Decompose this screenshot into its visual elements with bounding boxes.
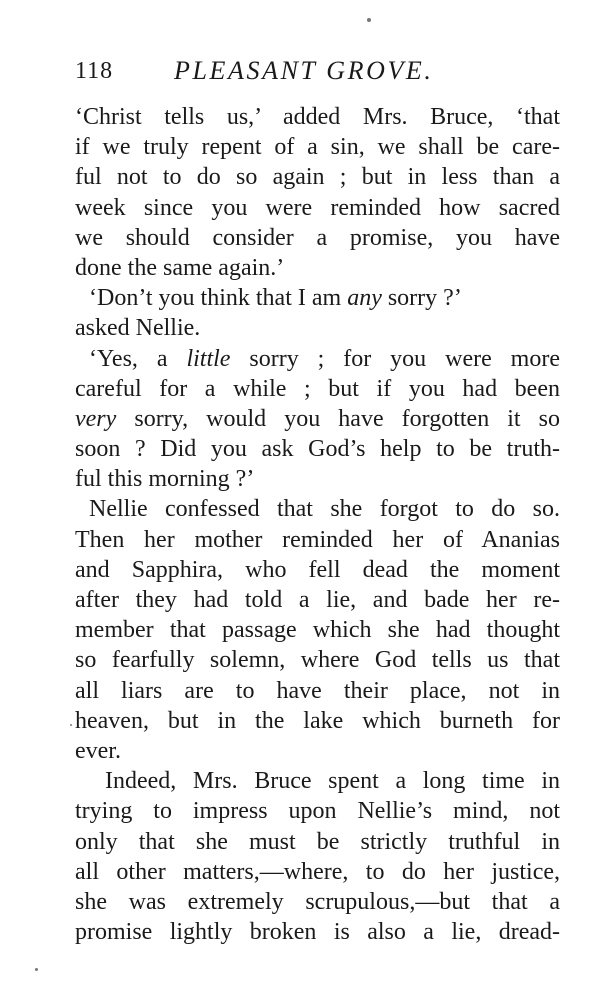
text-line: all liars are to have their place, not in bbox=[75, 677, 560, 704]
text-line bbox=[75, 283, 560, 313]
text-line: Indeed, Mrs. Bruce spent a long time in bbox=[105, 768, 560, 795]
text-line bbox=[75, 344, 560, 374]
emphasis: very bbox=[75, 405, 117, 432]
line-segment: ‘Yes, a bbox=[89, 345, 187, 372]
line-segment: sorry ; for you were more bbox=[230, 345, 560, 372]
text-line: done the same again.’ bbox=[75, 254, 285, 281]
text-line: member that passage which she had thought bbox=[75, 617, 560, 644]
emphasis: any bbox=[347, 285, 382, 312]
text-line: after they had told a lie, and bade her re- bbox=[75, 587, 560, 613]
running-title: PLEASANT GROVE. bbox=[174, 56, 434, 85]
text-line: Nellie confessed that she forgot to do so. bbox=[89, 496, 560, 523]
text-line: asked Nellie. bbox=[75, 315, 201, 342]
print-speck bbox=[70, 724, 72, 726]
print-speck bbox=[35, 968, 38, 971]
text-line: ‘Christ tells us,’ added Mrs. Bruce, ‘that bbox=[75, 104, 560, 130]
print-speck bbox=[367, 18, 371, 22]
text-line: all other matters,—where, to do her justice, bbox=[75, 858, 560, 885]
text-line: only that she must be strictly truthful in bbox=[75, 828, 560, 855]
text-line: we should consider a promise, you have bbox=[75, 224, 560, 251]
text-line: she was extremely scrupulous,—but that a bbox=[75, 888, 560, 915]
page-number: 118 bbox=[75, 58, 114, 84]
text-line: promise lightly broken is also a lie, dread- bbox=[75, 919, 560, 946]
text-line: heaven, but in the lake which burneth for bbox=[75, 707, 560, 734]
text-line: week since you were reminded how sacred bbox=[75, 194, 560, 221]
emphasis: little bbox=[186, 345, 231, 372]
body-text bbox=[75, 102, 560, 947]
text-line: if we truly repent of a sin, we shall be care- bbox=[75, 134, 560, 161]
text-line: careful for a while ; but if you had been bbox=[75, 375, 560, 402]
text-line: ful not to do so again ; but in less than a bbox=[75, 164, 560, 191]
line-segment: ‘Don’t you think that I am bbox=[89, 285, 348, 312]
text-line bbox=[75, 404, 560, 434]
text-line: ful this morning ?’ bbox=[75, 466, 255, 493]
text-line: Then her mother reminded her of Ananias bbox=[75, 526, 560, 553]
text-line: soon ? Did you ask God’s help to be truth- bbox=[75, 436, 560, 463]
text-line: ever. bbox=[75, 737, 121, 764]
line-segment: sorry, would you have forgotten it so bbox=[116, 405, 560, 432]
line-segment: sorry ?’ bbox=[381, 285, 462, 312]
text-line: trying to impress upon Nellie’s mind, not bbox=[75, 798, 560, 825]
page-header bbox=[75, 52, 565, 92]
text-line: so fearfully solemn, where God tells us that bbox=[75, 647, 560, 674]
text-line: and Sapphira, who fell dead the moment bbox=[75, 556, 560, 583]
